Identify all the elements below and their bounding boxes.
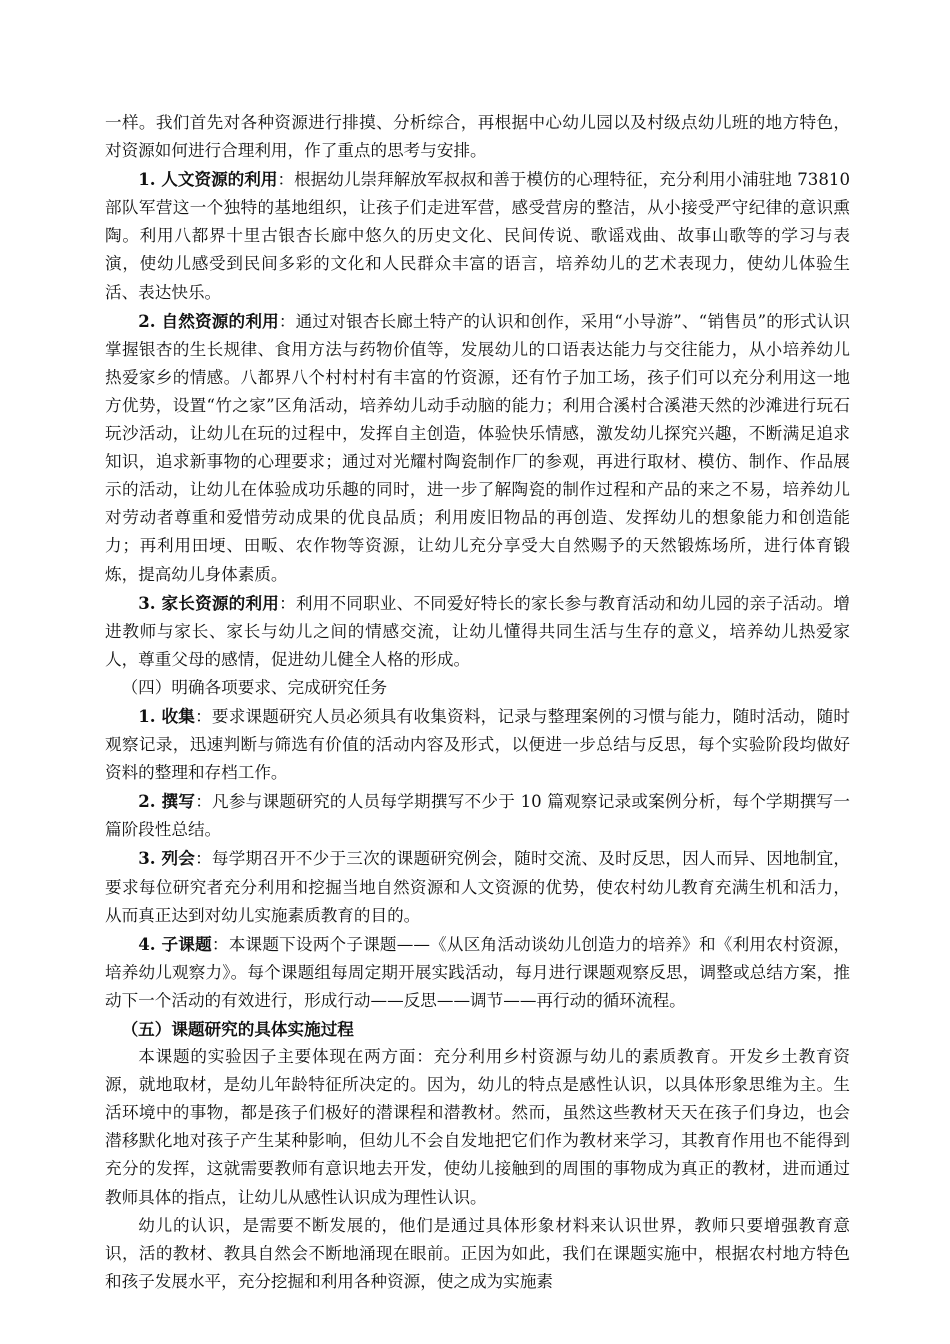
paragraph-collect	[105, 702, 850, 787]
item-heading: 4. 子课题	[138, 933, 212, 954]
item-heading: 1. 收集	[138, 705, 196, 726]
item-body: ：本课题下设两个子课题——《从区角活动谈幼儿创造力的培养》和《利用农村资源，培养幼儿观察力》。每个课题组每周定期开展实践活动，每月进行课题观察反思，调整或总结方案，推动下一个活动的有效进行，形成行动——反思——调节——再行动的循环流程。	[105, 934, 850, 1010]
paragraph-humanities-resources	[105, 165, 850, 306]
paragraph-write	[105, 787, 850, 844]
item-heading: 3. 列会	[138, 848, 196, 869]
item-body: ：利用不同职业、不同爱好特长的家长参与教育活动和幼儿园的亲子活动。增进教师与家长、家长与幼儿之间的情感交流，让幼儿懂得共同生活与生存的意义，培养幼儿热爱家人，尊重父母的感情，促进幼儿健全人格的形成。	[105, 593, 850, 669]
item-body: ：每学期召开不少于三次的课题研究例会，随时交流、及时反思，因人而异、因地制宜，要求每位研究者充分利用和挖掘当地自然资源和人文资源的优势，使农村幼儿教育充满生机和活力，从而真正达到对幼儿实施素质教育的目的。	[105, 849, 850, 925]
paragraph-subtopics	[105, 930, 850, 1015]
paragraph-parent-resources	[105, 589, 850, 674]
section-heading-5: （五）课题研究的具体实施过程	[121, 1019, 354, 1039]
paragraph-continuation: 一样。我们首先对各种资源进行排摸、分析综合，再根据中心幼儿园以及村级点幼儿班的地方特色，对资源如何进行合理利用，作了重点的思考与安排。	[105, 113, 850, 161]
paragraph-experiment-factors: 本课题的实验因子主要体现在两方面：充分利用乡村资源与幼儿的素质教育。开发乡土教育资源，就地取材，是幼儿年龄特征所决定的。因为，幼儿的特点是感性认识，以具体形象思维为主。生活环境中的事物，都是孩子们极好的潜课程和潜教材。然而，虽然这些教材天天在孩子们身边，也会潜移默化地对孩子产生某种影响，但幼儿不会自发地把它们作为教材来学习，其教育作用也不能得到充分的发挥，这就需要教师有意识地去开发，使幼儿接触到的周围的事物成为真正的教材，进而通过教师具体的指点，让幼儿从感性认识成为理性认识。	[105, 1047, 850, 1207]
item-body: ：通过对银杏长廊土特产的认识和创作，采用“小导游”、“销售员”的形式认识掌握银杏的生长规律、食用方法与药物价值等，发展幼儿的口语表达能力与交往能力，从小培养幼儿热爱家乡的情感。八都界八个村村村有丰富的竹资源，还有竹子加工场，孩子们可以充分利用这一地方优势，设置“竹之家”区角活动，培养幼儿动手动脑的能力；利用合溪村合溪港天然的沙滩进行玩石玩沙活动，让幼儿在玩的过程中，发挥自主创造，体验快乐情感，激发幼儿探究兴趣，不断满足追求知识，追求新事物的心理要求；通过对光耀村陶瓷制作厂的参观，再进行取材、模仿、制作、作品展示的活动，让幼儿在体验成功乐趣的同时，进一步了解陶瓷的制作过程和产品的来之不易，培养幼儿对劳动者尊重和爱惜劳动成果的优良品质；利用废旧物品的再创造、发挥幼儿的想象能力和创造能力；再利用田埂、田畈、农作物等资源，让幼儿充分享受大自然赐予的天然锻炼场所，进行体育锻炼，提高幼儿身体素质。	[105, 311, 850, 584]
item-body: ：凡参与课题研究的人员每学期撰写不少于 10 篇观察记录或案例分析，每个学期撰写一篇阶段性总结。	[105, 792, 850, 840]
paragraph-meetings	[105, 844, 850, 929]
item-heading: 1. 人文资源的利用	[138, 169, 278, 190]
document-body	[105, 109, 850, 1296]
paragraph-child-cognition: 幼儿的认识，是需要不断发展的，他们是通过具体形象材料来认识世界，教师只要增强教育意识，活的教材、教具自然会不断地涌现在眼前。正因为如此，我们在课题实施中，根据农村地方特色和孩子发展水平，充分挖掘和利用各种资源，使之成为实施素	[105, 1215, 850, 1291]
item-body: ：要求课题研究人员必须具有收集资料，记录与整理案例的习惯与能力，随时活动，随时观察记录，迅速判断与筛选有价值的活动内容及形式，以便进一步总结与反思，每个实验阶段均做好资料的整理和存档工作。	[105, 706, 850, 783]
item-body: ：根据幼儿崇拜解放军叔叔和善于模仿的心理特征，充分利用小浦驻地 73810 部队军营这一个独特的基地组织，让孩子们走进军营，感受营房的整洁，从小接受严守纪律的意识熏陶。利用八都界十里古银杏长廊中悠久的历史文化、民间传说、歌谣戏曲、故事山歌等的学习与表演，使幼儿感受到民间多彩的文化和人民群众丰富的语言，培养幼儿的艺术表现力，使幼儿体验生活、表达快乐。	[105, 170, 850, 302]
section-heading-4: （四）明确各项要求、完成研究任务	[121, 677, 388, 697]
item-heading: 2. 自然资源的利用	[138, 310, 279, 331]
paragraph-natural-resources	[105, 307, 850, 589]
item-heading: 3. 家长资源的利用	[138, 592, 280, 613]
item-heading: 2. 撰写	[138, 791, 196, 812]
